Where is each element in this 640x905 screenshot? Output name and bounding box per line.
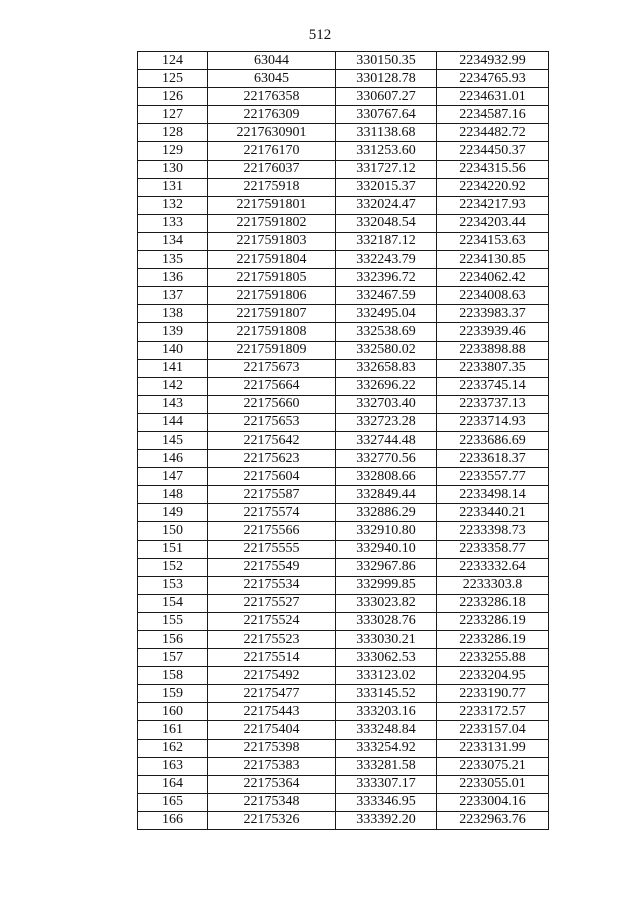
point-number-cell: 154 — [138, 594, 208, 612]
point-id-cell: 63044 — [208, 52, 336, 70]
point-number-cell: 147 — [138, 468, 208, 486]
point-number-cell: 139 — [138, 323, 208, 341]
point-number-cell: 143 — [138, 395, 208, 413]
y-coordinate-cell: 2233557.77 — [437, 468, 549, 486]
point-id-cell: 2217591805 — [208, 269, 336, 287]
x-coordinate-cell: 331253.60 — [336, 142, 437, 160]
point-id-cell: 22175587 — [208, 486, 336, 504]
table-row — [138, 341, 549, 359]
point-id-cell: 22175477 — [208, 685, 336, 703]
y-coordinate-cell: 2233190.77 — [437, 685, 549, 703]
y-coordinate-cell: 2233075.21 — [437, 757, 549, 775]
y-coordinate-cell: 2233358.77 — [437, 540, 549, 558]
point-id-cell: 2217591803 — [208, 232, 336, 250]
table-row — [138, 594, 549, 612]
point-id-cell: 22175574 — [208, 504, 336, 522]
x-coordinate-cell: 332015.37 — [336, 178, 437, 196]
coordinates-table — [137, 51, 549, 830]
y-coordinate-cell: 2234203.44 — [437, 214, 549, 232]
point-number-cell: 153 — [138, 576, 208, 594]
x-coordinate-cell: 333281.58 — [336, 757, 437, 775]
table-row — [138, 251, 549, 269]
point-number-cell: 125 — [138, 70, 208, 88]
point-id-cell: 22175524 — [208, 612, 336, 630]
table-row — [138, 703, 549, 721]
point-id-cell: 22175364 — [208, 775, 336, 793]
table-row — [138, 88, 549, 106]
x-coordinate-cell: 332886.29 — [336, 504, 437, 522]
point-id-cell: 22176170 — [208, 142, 336, 160]
table-row — [138, 649, 549, 667]
point-id-cell: 22175514 — [208, 649, 336, 667]
table-row — [138, 214, 549, 232]
point-id-cell: 22175549 — [208, 558, 336, 576]
table-row — [138, 685, 549, 703]
y-coordinate-cell: 2233686.69 — [437, 431, 549, 449]
point-number-cell: 155 — [138, 612, 208, 630]
y-coordinate-cell: 2233807.35 — [437, 359, 549, 377]
table-row — [138, 631, 549, 649]
point-number-cell: 144 — [138, 413, 208, 431]
point-number-cell: 126 — [138, 88, 208, 106]
table-row — [138, 142, 549, 160]
y-coordinate-cell: 2234450.37 — [437, 142, 549, 160]
table-row — [138, 52, 549, 70]
point-id-cell: 2217591804 — [208, 251, 336, 269]
y-coordinate-cell: 2234153.63 — [437, 232, 549, 250]
table-row — [138, 558, 549, 576]
point-id-cell: 2217591809 — [208, 341, 336, 359]
point-id-cell: 22175534 — [208, 576, 336, 594]
table-row — [138, 540, 549, 558]
point-id-cell: 22176309 — [208, 106, 336, 124]
table-row — [138, 178, 549, 196]
point-id-cell: 22175348 — [208, 793, 336, 811]
y-coordinate-cell: 2233398.73 — [437, 522, 549, 540]
y-coordinate-cell: 2233498.14 — [437, 486, 549, 504]
y-coordinate-cell: 2234062.42 — [437, 269, 549, 287]
point-id-cell: 22175523 — [208, 631, 336, 649]
x-coordinate-cell: 332696.22 — [336, 377, 437, 395]
x-coordinate-cell: 332808.66 — [336, 468, 437, 486]
x-coordinate-cell: 332396.72 — [336, 269, 437, 287]
x-coordinate-cell: 330607.27 — [336, 88, 437, 106]
point-number-cell: 136 — [138, 269, 208, 287]
point-number-cell: 163 — [138, 757, 208, 775]
x-coordinate-cell: 332495.04 — [336, 305, 437, 323]
x-coordinate-cell: 332910.80 — [336, 522, 437, 540]
table-row — [138, 739, 549, 757]
point-id-cell: 22175492 — [208, 667, 336, 685]
y-coordinate-cell: 2234220.92 — [437, 178, 549, 196]
point-number-cell: 130 — [138, 160, 208, 178]
point-id-cell: 22175653 — [208, 413, 336, 431]
point-id-cell: 22175443 — [208, 703, 336, 721]
point-id-cell: 22175326 — [208, 811, 336, 829]
point-id-cell: 2217591801 — [208, 196, 336, 214]
table-row — [138, 359, 549, 377]
x-coordinate-cell: 333254.92 — [336, 739, 437, 757]
point-number-cell: 148 — [138, 486, 208, 504]
y-coordinate-cell: 2233204.95 — [437, 667, 549, 685]
table-row — [138, 70, 549, 88]
y-coordinate-cell: 2233303.8 — [437, 576, 549, 594]
y-coordinate-cell: 2233440.21 — [437, 504, 549, 522]
table-row — [138, 160, 549, 178]
point-number-cell: 158 — [138, 667, 208, 685]
x-coordinate-cell: 332538.69 — [336, 323, 437, 341]
y-coordinate-cell: 2233004.16 — [437, 793, 549, 811]
y-coordinate-cell: 2233737.13 — [437, 395, 549, 413]
point-id-cell: 22175664 — [208, 377, 336, 395]
point-id-cell: 22175673 — [208, 359, 336, 377]
x-coordinate-cell: 330150.35 — [336, 52, 437, 70]
point-id-cell: 22175604 — [208, 468, 336, 486]
table-row — [138, 775, 549, 793]
x-coordinate-cell: 330767.64 — [336, 106, 437, 124]
x-coordinate-cell: 332024.47 — [336, 196, 437, 214]
point-id-cell: 22175660 — [208, 395, 336, 413]
x-coordinate-cell: 332967.86 — [336, 558, 437, 576]
coordinates-table-body — [138, 52, 549, 830]
y-coordinate-cell: 2233618.37 — [437, 450, 549, 468]
table-row — [138, 287, 549, 305]
x-coordinate-cell: 333248.84 — [336, 721, 437, 739]
point-number-cell: 149 — [138, 504, 208, 522]
table-row — [138, 395, 549, 413]
x-coordinate-cell: 331727.12 — [336, 160, 437, 178]
table-row — [138, 721, 549, 739]
point-id-cell: 22175404 — [208, 721, 336, 739]
y-coordinate-cell: 2234217.93 — [437, 196, 549, 214]
x-coordinate-cell: 333062.53 — [336, 649, 437, 667]
y-coordinate-cell: 2233898.88 — [437, 341, 549, 359]
table-row — [138, 305, 549, 323]
x-coordinate-cell: 333030.21 — [336, 631, 437, 649]
y-coordinate-cell: 2232963.76 — [437, 811, 549, 829]
point-number-cell: 150 — [138, 522, 208, 540]
y-coordinate-cell: 2233983.37 — [437, 305, 549, 323]
x-coordinate-cell: 332940.10 — [336, 540, 437, 558]
table-row — [138, 486, 549, 504]
table-row — [138, 450, 549, 468]
point-id-cell: 2217591806 — [208, 287, 336, 305]
point-id-cell: 22175623 — [208, 450, 336, 468]
y-coordinate-cell: 2233157.04 — [437, 721, 549, 739]
table-row — [138, 232, 549, 250]
point-number-cell: 131 — [138, 178, 208, 196]
table-row — [138, 323, 549, 341]
point-number-cell: 140 — [138, 341, 208, 359]
x-coordinate-cell: 333028.76 — [336, 612, 437, 630]
y-coordinate-cell: 2234587.16 — [437, 106, 549, 124]
y-coordinate-cell: 2233255.88 — [437, 649, 549, 667]
x-coordinate-cell: 332770.56 — [336, 450, 437, 468]
y-coordinate-cell: 2233939.46 — [437, 323, 549, 341]
table-row — [138, 793, 549, 811]
point-id-cell: 22175383 — [208, 757, 336, 775]
point-number-cell: 134 — [138, 232, 208, 250]
point-number-cell: 128 — [138, 124, 208, 142]
point-number-cell: 135 — [138, 251, 208, 269]
x-coordinate-cell: 333203.16 — [336, 703, 437, 721]
x-coordinate-cell: 332187.12 — [336, 232, 437, 250]
y-coordinate-cell: 2234932.99 — [437, 52, 549, 70]
y-coordinate-cell: 2233055.01 — [437, 775, 549, 793]
table-row — [138, 106, 549, 124]
y-coordinate-cell: 2233714.93 — [437, 413, 549, 431]
point-id-cell: 2217591808 — [208, 323, 336, 341]
x-coordinate-cell: 332048.54 — [336, 214, 437, 232]
y-coordinate-cell: 2233332.64 — [437, 558, 549, 576]
point-number-cell: 127 — [138, 106, 208, 124]
x-coordinate-cell: 333123.02 — [336, 667, 437, 685]
y-coordinate-cell: 2234008.63 — [437, 287, 549, 305]
point-id-cell: 2217591807 — [208, 305, 336, 323]
point-number-cell: 146 — [138, 450, 208, 468]
point-number-cell: 165 — [138, 793, 208, 811]
point-number-cell: 157 — [138, 649, 208, 667]
table-row — [138, 612, 549, 630]
x-coordinate-cell: 333307.17 — [336, 775, 437, 793]
point-number-cell: 124 — [138, 52, 208, 70]
point-number-cell: 141 — [138, 359, 208, 377]
y-coordinate-cell: 2233286.19 — [437, 631, 549, 649]
point-number-cell: 162 — [138, 739, 208, 757]
table-row — [138, 124, 549, 142]
y-coordinate-cell: 2234315.56 — [437, 160, 549, 178]
point-id-cell: 22176358 — [208, 88, 336, 106]
point-number-cell: 152 — [138, 558, 208, 576]
x-coordinate-cell: 332999.85 — [336, 576, 437, 594]
point-id-cell: 22175918 — [208, 178, 336, 196]
y-coordinate-cell: 2234130.85 — [437, 251, 549, 269]
point-number-cell: 164 — [138, 775, 208, 793]
x-coordinate-cell: 332723.28 — [336, 413, 437, 431]
x-coordinate-cell: 333392.20 — [336, 811, 437, 829]
table-row — [138, 576, 549, 594]
y-coordinate-cell: 2233745.14 — [437, 377, 549, 395]
y-coordinate-cell: 2233172.57 — [437, 703, 549, 721]
point-number-cell: 166 — [138, 811, 208, 829]
table-row — [138, 377, 549, 395]
point-number-cell: 151 — [138, 540, 208, 558]
table-row — [138, 413, 549, 431]
page-number: 512 — [308, 27, 332, 43]
table-row — [138, 757, 549, 775]
table-row — [138, 667, 549, 685]
y-coordinate-cell: 2233286.19 — [437, 612, 549, 630]
x-coordinate-cell: 332849.44 — [336, 486, 437, 504]
point-number-cell: 137 — [138, 287, 208, 305]
point-id-cell: 2217630901 — [208, 124, 336, 142]
x-coordinate-cell: 332243.79 — [336, 251, 437, 269]
point-id-cell: 22175398 — [208, 739, 336, 757]
point-id-cell: 22175642 — [208, 431, 336, 449]
x-coordinate-cell: 330128.78 — [336, 70, 437, 88]
table-row — [138, 468, 549, 486]
table-row — [138, 522, 549, 540]
x-coordinate-cell: 332580.02 — [336, 341, 437, 359]
point-number-cell: 129 — [138, 142, 208, 160]
table-row — [138, 269, 549, 287]
point-number-cell: 160 — [138, 703, 208, 721]
point-number-cell: 159 — [138, 685, 208, 703]
point-id-cell: 2217591802 — [208, 214, 336, 232]
x-coordinate-cell: 332467.59 — [336, 287, 437, 305]
y-coordinate-cell: 2233286.18 — [437, 594, 549, 612]
x-coordinate-cell: 332658.83 — [336, 359, 437, 377]
point-number-cell: 156 — [138, 631, 208, 649]
y-coordinate-cell: 2234765.93 — [437, 70, 549, 88]
x-coordinate-cell: 331138.68 — [336, 124, 437, 142]
x-coordinate-cell: 332703.40 — [336, 395, 437, 413]
point-id-cell: 22175555 — [208, 540, 336, 558]
x-coordinate-cell: 333145.52 — [336, 685, 437, 703]
table-row — [138, 431, 549, 449]
table-row — [138, 811, 549, 829]
table-row — [138, 196, 549, 214]
point-number-cell: 133 — [138, 214, 208, 232]
point-id-cell: 22175566 — [208, 522, 336, 540]
x-coordinate-cell: 333023.82 — [336, 594, 437, 612]
y-coordinate-cell: 2234631.01 — [437, 88, 549, 106]
point-id-cell: 63045 — [208, 70, 336, 88]
point-id-cell: 22175527 — [208, 594, 336, 612]
point-number-cell: 142 — [138, 377, 208, 395]
point-number-cell: 132 — [138, 196, 208, 214]
y-coordinate-cell: 2233131.99 — [437, 739, 549, 757]
point-number-cell: 145 — [138, 431, 208, 449]
point-number-cell: 161 — [138, 721, 208, 739]
point-number-cell: 138 — [138, 305, 208, 323]
y-coordinate-cell: 2234482.72 — [437, 124, 549, 142]
table-row — [138, 504, 549, 522]
x-coordinate-cell: 332744.48 — [336, 431, 437, 449]
x-coordinate-cell: 333346.95 — [336, 793, 437, 811]
point-id-cell: 22176037 — [208, 160, 336, 178]
